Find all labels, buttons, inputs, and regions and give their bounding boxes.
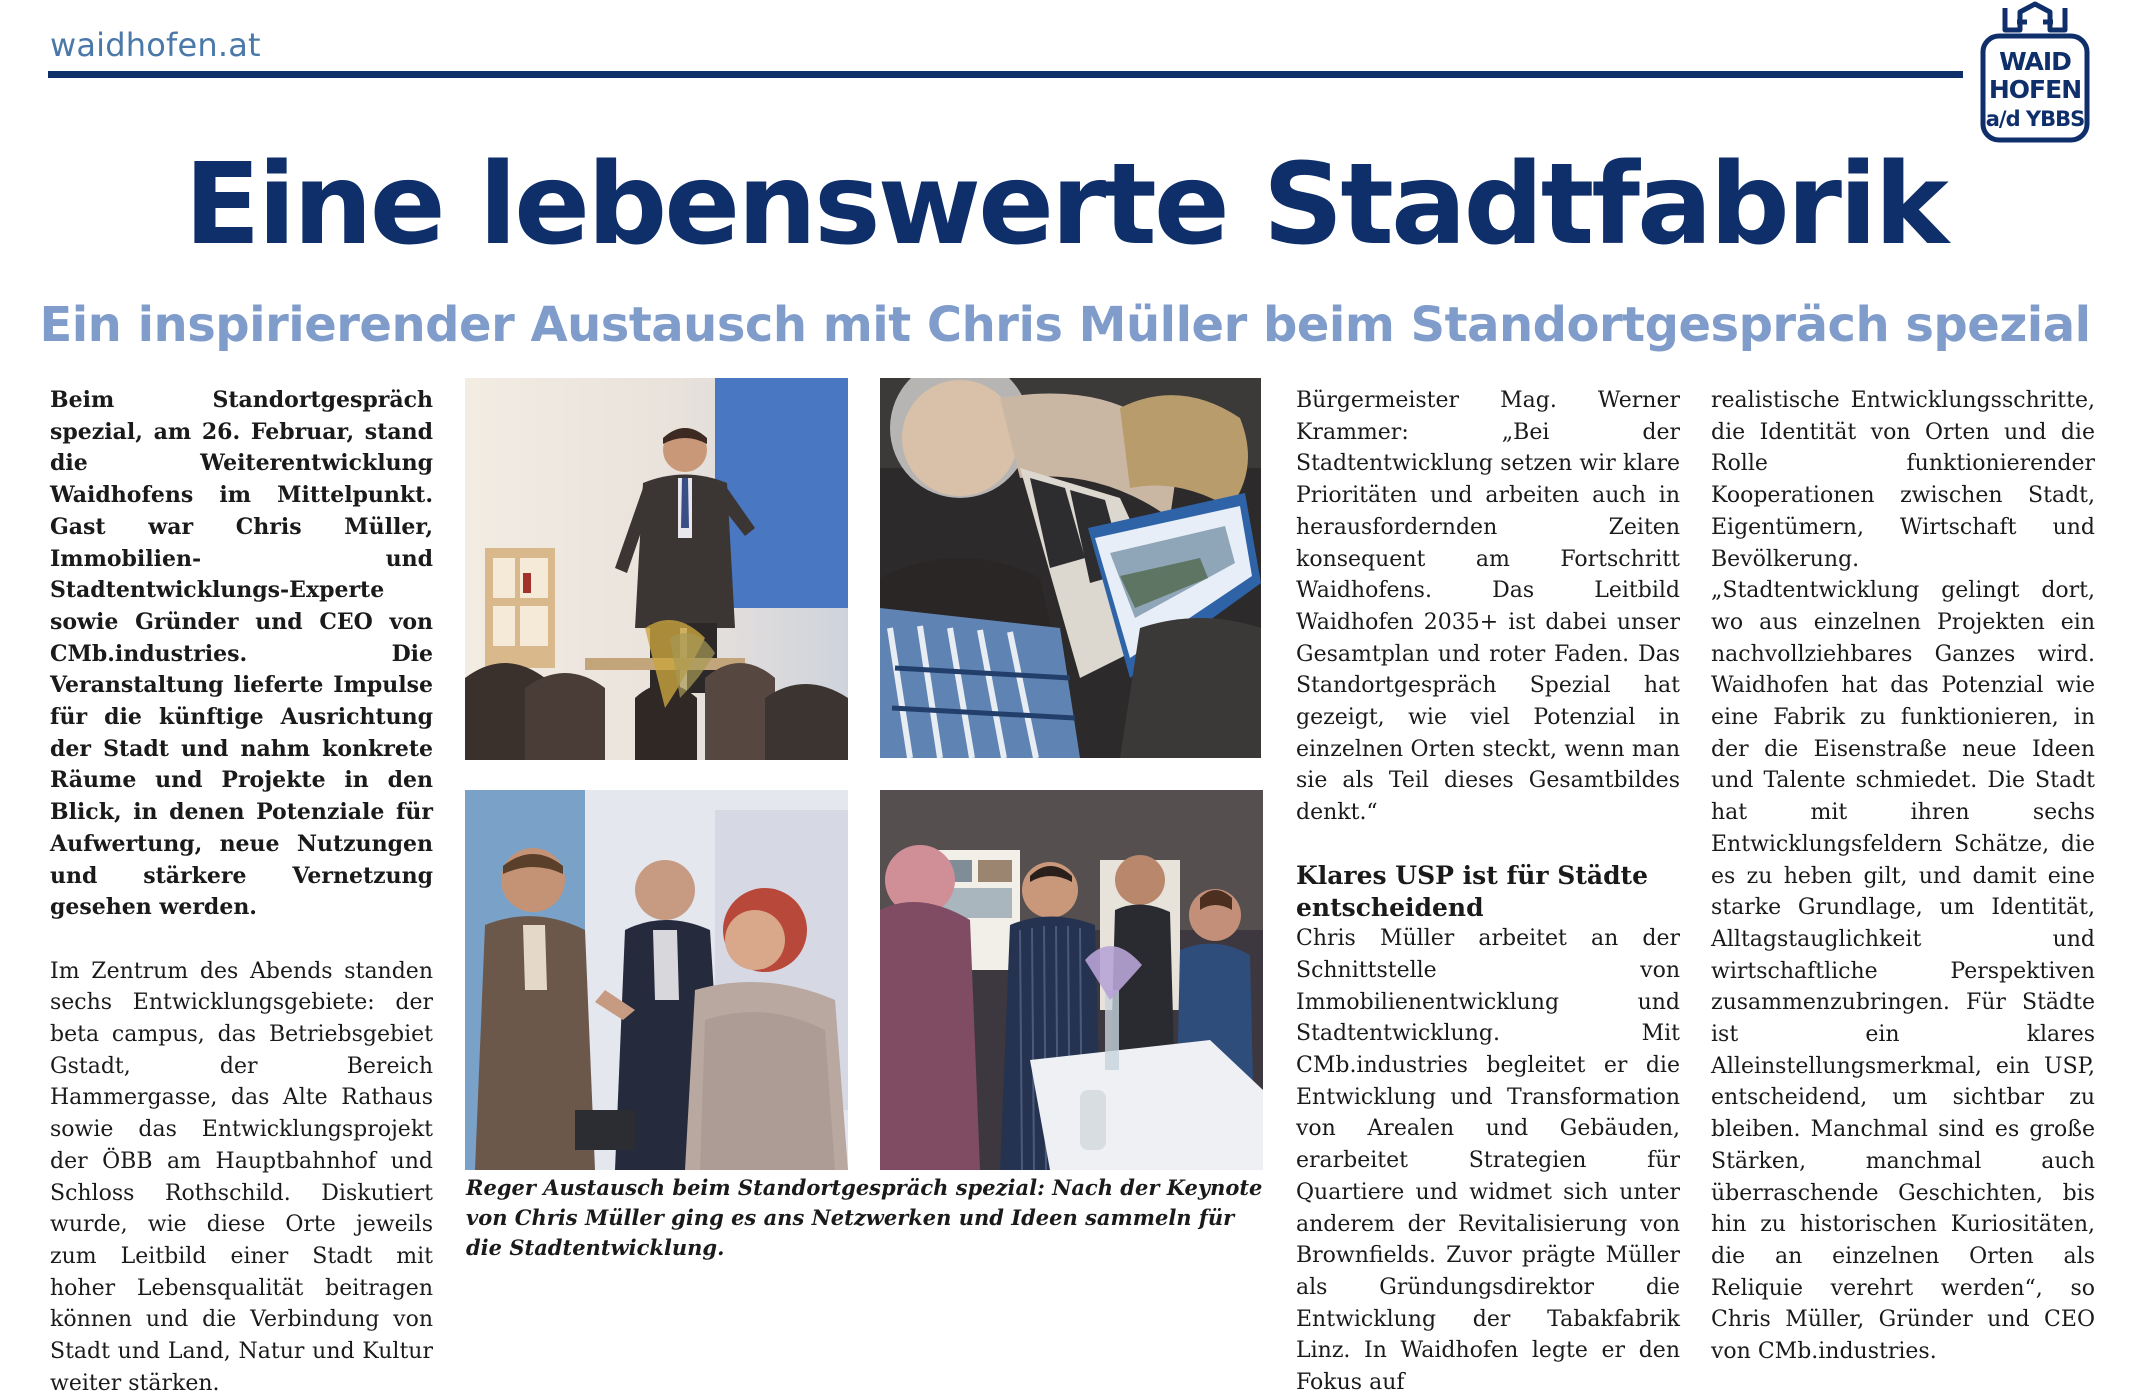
article-paragraph: realistische Entwicklungsschritte, die Identität von Orten und die Rolle funktionierender Kooperationen zwischen Stadt, Eigentümern, Wirtschaft und Bevölkerung.: [1711, 388, 2095, 572]
photo-speaker-on-stage: [465, 378, 848, 760]
article-subheadline: Ein inspirierender Austausch mit Chris Müller beim Standortgespräch spezial: [39, 297, 2091, 353]
waidhofen-logo: [1975, 0, 2095, 145]
article-column-3: [1296, 385, 1680, 1399]
article-paragraph: Im Zentrum des Abends standen sechs Entwicklungsgebiete: der beta campus, das Betriebsgebiet Gstadt, der Bereich Hammergasse, das Alte Rathaus sowie das Entwicklungsprojekt der ÖBB am Hauptbahnhof und Schloss Rothschild. Diskutiert wurde, wie diese Orte jeweils zum Leitbild einer Stadt mit hoher Lebensqualität beitragen können und die Verbindung von Stadt und Land, Natur und Kultur weiter stärken.: [50, 958, 433, 1396]
article-paragraph: „Stadtentwicklung gelingt dort, wo aus einzelnen Projekten ein nachvollziehbares Ganzes wird. Waidhofen hat das Potenzial wie eine Fabrik zu funktionieren, in der die Eisenstraße neue Ideen und Talente schmiedet. Die Stadt hat mit ihren sechs Entwicklungsfeldern Schätze, die es zu heben gilt, und damit eine starke Grundlage, um Identität, Alltagstauglichkeit und wirtschaftliche Perspektiven zusammenzubringen. Für Städte ist ein klares Alleinstellungsmerkmal, ein USP, entscheidend, um sichtbar zu bleiben. Manchmal sind es große Stärken, manchmal auch überraschende Geschichten, bis hin zu historischen Kuriositäten, die an einzelnen Orten als Reliquie verehrt werden“, so Chris Müller, Gründer und CEO von CMb.industries.: [1711, 578, 2095, 1365]
article-paragraph: Chris Müller arbeitet an der Schnittstelle von Immobilienentwicklung und Stadtentwicklung. Mit CMb.industries begleitet er die Entwicklung und Transformation von Arealen und Gebäuden, erarbeitet Strategien für Quartiere und widmet sich unter anderem der Revitalisierung von Brownfields. Zuvor prägte Müller als Gründungsdirektor die Entwicklung der Tabakfabrik Linz. In Waidhofen legte er den Fokus auf: [1296, 926, 1680, 1396]
header-rule: [48, 71, 1963, 78]
article-lead: Beim Standortgespräch spezial, am 26. Februar, stand die Weiterentwicklung Waidhofens im Mittelpunkt. Gast war Chris Müller, Immobilien- und Stadtentwicklungs-Experte sowie Gründer und CEO von CMb.industries. Die Veranstaltung lieferte Impulse für die künftige Ausrichtung der Stadt und nahm konkrete Räume und Projekte in den Blick, in denen Potenziale für Aufwertung, neue Nutzungen und stärkere Vernetzung gesehen werden.: [50, 387, 433, 921]
article-column-1: [50, 385, 433, 1399]
site-url[interactable]: waidhofen.at: [50, 26, 261, 64]
article-column-4: [1711, 385, 2095, 1368]
photo-audience-with-brochure: [880, 378, 1261, 758]
photo-networking-guests: [465, 790, 848, 1170]
svg-text:HOFEN: HOFEN: [1988, 75, 2082, 104]
section-heading: Klares USP ist für Städte entscheidend: [1296, 860, 1649, 922]
article-headline: Eine lebenswerte Stadtfabrik: [184, 140, 1946, 270]
svg-text:WAID: WAID: [1999, 47, 2071, 76]
article-paragraph: Bürgermeister Mag. Werner Krammer: „Bei der Stadtentwicklung setzen wir klare Prioritäten und arbeiten auch in herausfordernden Zeiten konsequent am Fortschritt Waidhofens. Das Leitbild Waidhofen 2035+ ist dabei unser Gesamtplan und roter Faden. Das Standortgespräch Spezial hat gezeigt, wie viel Potenzial in einzelnen Orten steckt, wenn man sie als Teil dieses Gesamtbildes denkt.“: [1296, 388, 1680, 826]
photo-caption: Reger Austausch beim Standortgespräch spezial: Nach der Keynote von Chris Müller ging es ans Netzwerken und Ideen sammeln für die Stadtentwicklung.: [466, 1175, 1263, 1260]
svg-text:a/d YBBS: a/d YBBS: [1985, 107, 2085, 131]
photo-standing-reception: [880, 790, 1263, 1170]
